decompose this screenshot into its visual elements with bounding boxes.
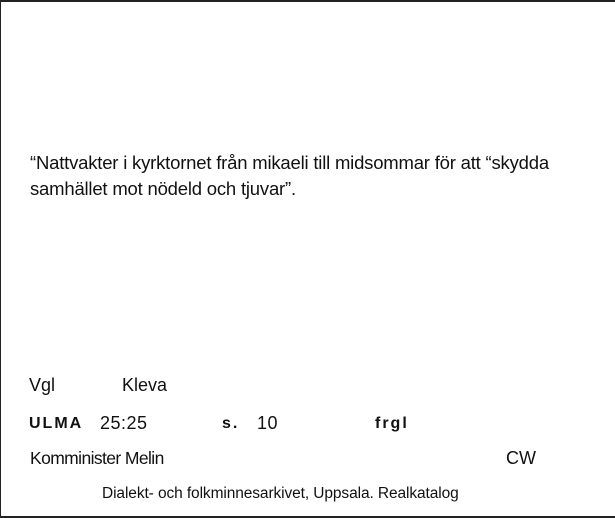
recorder-initials: CW	[506, 448, 536, 468]
record-type: frgl	[375, 415, 409, 432]
quote-line-1: “Nattvakter i kyrktornet från mikaeli till midsommar för att “skydda	[30, 152, 549, 173]
archive-footer: Dialekt- och folkminnesarkivet, Uppsala. Realkatalog	[102, 485, 459, 502]
archive-number: 25:25	[100, 413, 148, 433]
parish-name: Kleva	[122, 375, 168, 395]
archive-code: ULMA	[29, 415, 84, 432]
quote-line-2: samhället mot nödeld och tjuvar”.	[30, 178, 296, 199]
page-label: s.	[222, 415, 240, 432]
card-quote-text	[30, 150, 610, 202]
page-number: 10	[257, 413, 279, 433]
province-abbreviation: Vgl	[29, 375, 56, 395]
informant-name: Komminister Melin	[30, 448, 164, 468]
